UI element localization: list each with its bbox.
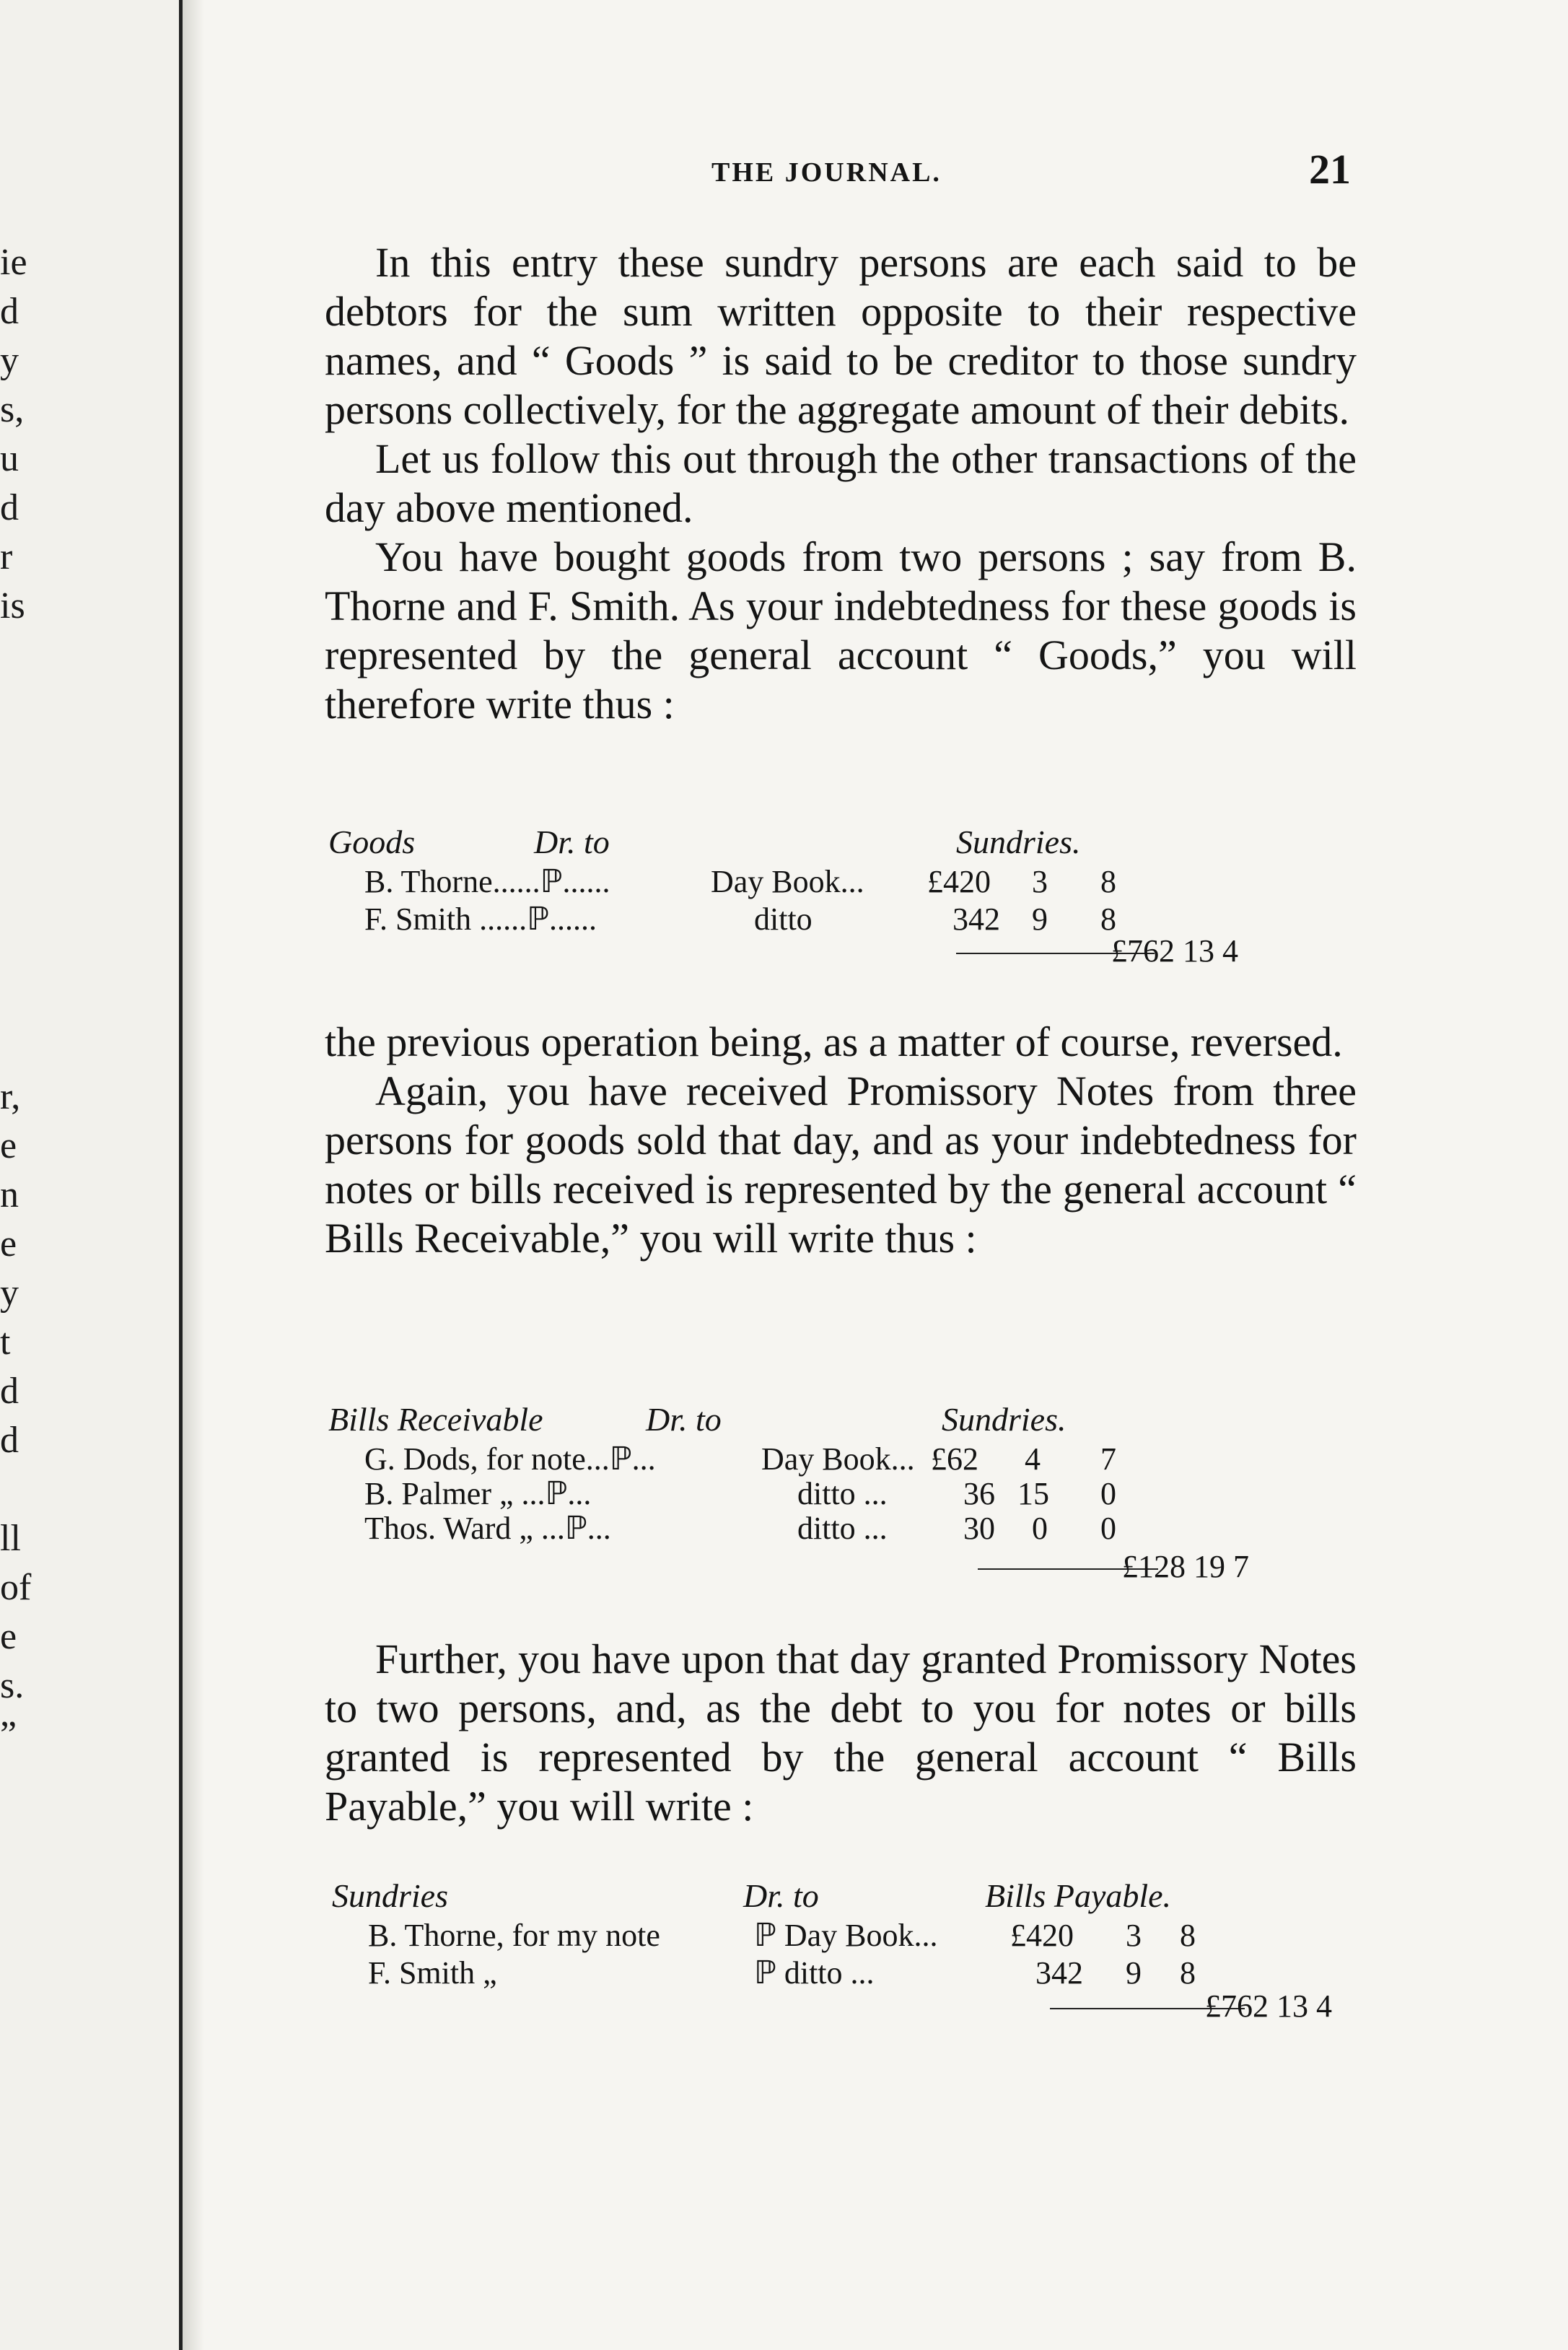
paragraph: Let us follow this out through the other transactions of the day above mentioned. [325, 435, 1357, 531]
fragment: y [0, 1272, 19, 1314]
row-shillings: 4 [1025, 1441, 1041, 1477]
row-pounds: 342 [1035, 1955, 1083, 1991]
row-shillings: 9 [1032, 901, 1048, 937]
row-name: F. Smith „ [368, 1955, 497, 1991]
credit-account: Bills Payable. [985, 1877, 1172, 1914]
fragment: e [0, 1616, 17, 1657]
paragraph: In this entry these sundry persons are each said to be debtors for the sum written opposite to their respective names, and “ Goods ” is said to be creditor to those sundry persons collectively, for the aggregate amount of their debits. [325, 239, 1357, 433]
row-pounds: £420 [1010, 1918, 1074, 1953]
paragraph-block-1 [325, 238, 1357, 729]
fragment: d [0, 1420, 19, 1461]
gutter-shadow [183, 0, 204, 2350]
entry-row [328, 1917, 1367, 1954]
paragraph: the previous operation being, as a matter of course, reversed. [325, 1018, 1343, 1065]
journal-entry-goods [328, 823, 1367, 969]
fragment: n [0, 1174, 19, 1215]
row-pence: 7 [1100, 1441, 1116, 1477]
page-header [325, 141, 1364, 198]
previous-page-fragments [0, 238, 51, 1760]
credit-account: Sundries. [942, 1401, 1066, 1438]
fragment: ” [0, 1714, 17, 1755]
entry-total: £762 13 4 [1111, 933, 1238, 969]
paragraph: Further, you have upon that day granted Promissory Notes to two persons, and, as the debt to you for notes or bills granted is represented by the general account “ Bills Payable,” you will write : [325, 1635, 1357, 1830]
dr-to-label: Dr. to [534, 824, 610, 860]
journal-entry-bills-receivable [328, 1400, 1367, 1584]
fragment: ll [0, 1518, 21, 1559]
row-name: G. Dods, for note...ℙ... [364, 1441, 656, 1477]
row-ref: Day Book... [761, 1441, 915, 1477]
row-ref: Day Book... [711, 864, 864, 899]
row-pounds: £62 [931, 1441, 978, 1477]
fragment: d [0, 487, 19, 528]
fragment: r, [0, 1076, 21, 1117]
entry-row [328, 863, 1367, 901]
running-head: THE JOURNAL. [711, 157, 942, 188]
row-shillings: 9 [1126, 1955, 1142, 1991]
entry-total: £762 13 4 [1205, 1988, 1332, 2024]
paragraph: Again, you have received Promissory Notes from three persons for goods sold that day, and as your indebtedness for notes or bills received is represented by the general account “ Bills Receivable,” you will write thus : [325, 1067, 1357, 1262]
row-name: B. Palmer „ ...ℙ... [364, 1476, 592, 1511]
row-pounds: 36 [963, 1476, 995, 1511]
debit-account: Goods [328, 824, 416, 860]
row-name: B. Thorne, for my note [368, 1918, 660, 1953]
fragment: is [0, 585, 25, 626]
row-ref: ℙ Day Book... [754, 1918, 938, 1953]
row-name: B. Thorne......ℙ...... [364, 864, 610, 899]
fragment: u [0, 438, 19, 479]
row-pence: 0 [1100, 1511, 1116, 1546]
entry-header [328, 1400, 1367, 1441]
fragment: of [0, 1567, 32, 1608]
row-ref: ℙ ditto ... [754, 1955, 875, 1991]
row-pence: 8 [1180, 1955, 1196, 1991]
row-pence: 8 [1180, 1918, 1196, 1953]
row-pounds: 30 [963, 1511, 995, 1546]
entry-row [328, 1510, 1367, 1545]
row-pence: 0 [1100, 1476, 1116, 1511]
entry-row [328, 1475, 1367, 1510]
entry-total: £128 19 7 [1122, 1549, 1249, 1584]
page-number: 21 [1309, 146, 1351, 193]
row-pence: 8 [1100, 901, 1116, 937]
entry-header [328, 823, 1367, 863]
row-shillings: 15 [1017, 1476, 1049, 1511]
fragment: s. [0, 1665, 25, 1706]
row-shillings: 0 [1032, 1511, 1048, 1546]
paragraph-block-2 [325, 1018, 1357, 1263]
row-pounds: £420 [927, 864, 991, 899]
row-shillings: 3 [1032, 864, 1048, 899]
row-ref: ditto ... [797, 1511, 888, 1546]
fragment: t [0, 1322, 11, 1363]
fragment: s, [0, 389, 25, 430]
row-pounds: 342 [952, 901, 1000, 937]
fragment: d [0, 291, 19, 332]
entry-row [328, 1441, 1367, 1475]
entry-row [328, 1954, 1367, 1992]
row-pence: 8 [1100, 864, 1116, 899]
paragraph-block-3 [325, 1635, 1357, 1831]
fragment: y [0, 340, 19, 381]
fragment: e [0, 1125, 17, 1166]
row-ref: ditto [754, 901, 813, 937]
journal-entry-bills-payable [328, 1877, 1367, 2024]
fragment: e [0, 1223, 17, 1264]
dr-to-label: Dr. to [646, 1401, 722, 1438]
dr-to-label: Dr. to [743, 1877, 819, 1914]
debit-account: Bills Receivable [328, 1401, 543, 1438]
entry-header [328, 1877, 1367, 1917]
fragment: ie [0, 242, 27, 283]
row-name: F. Smith ......ℙ...... [364, 901, 597, 937]
debit-account: Sundries [332, 1877, 448, 1914]
row-name: Thos. Ward „ ...ℙ... [364, 1511, 611, 1546]
fragment: d [0, 1371, 19, 1412]
row-shillings: 3 [1126, 1918, 1142, 1953]
row-ref: ditto ... [797, 1476, 888, 1511]
fragment: r [0, 536, 13, 577]
credit-account: Sundries. [956, 824, 1081, 860]
paragraph: You have bought goods from two persons ; say from B. Thorne and F. Smith. As your indebtedness for these goods is represented by the general account “ Goods,” you will therefore write thus : [325, 533, 1357, 728]
